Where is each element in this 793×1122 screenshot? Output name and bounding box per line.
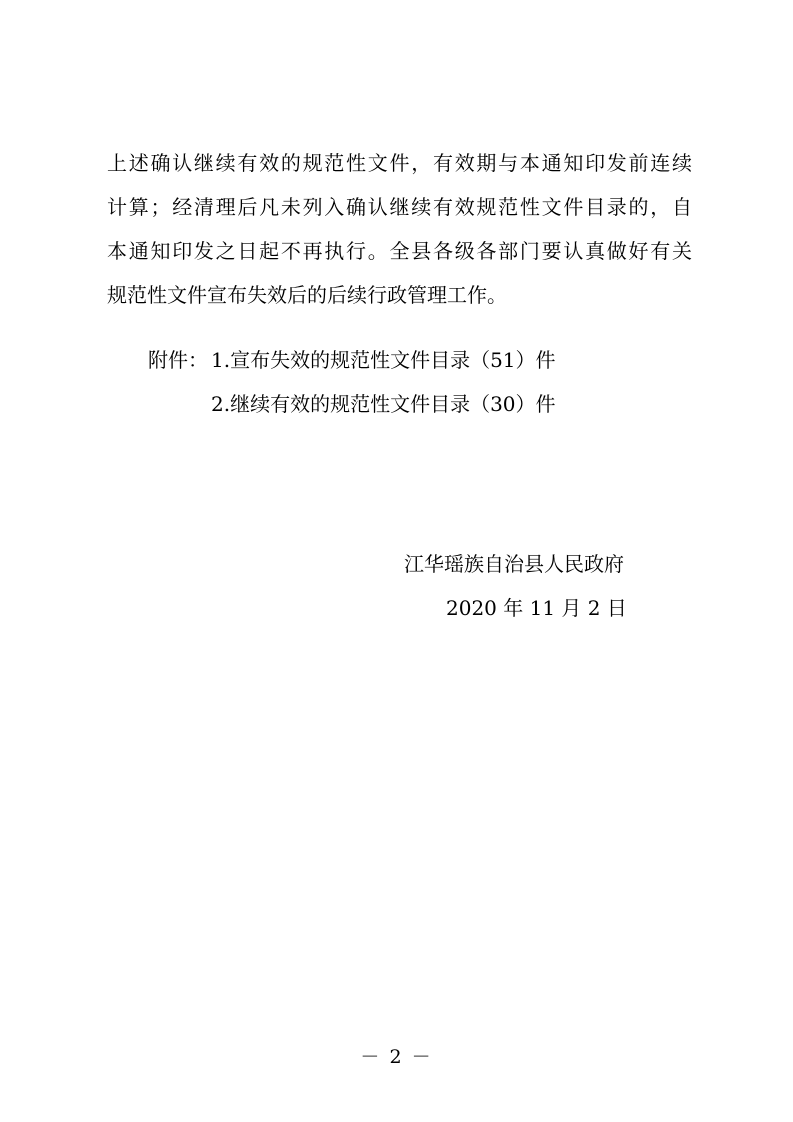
body-paragraph [107,141,692,317]
attachments-label: 附件： [148,348,208,372]
attachment-item: 1.宣布失效的规范性文件目录（51）件 [211,348,556,372]
body-line: 计算；经清理后凡未列入确认继续有效规范性文件目录的，自 [107,195,692,219]
issuing-organization: 江华瑶族自治县人民政府 [404,552,624,576]
attachment-row [148,338,556,382]
attachment-indent [148,382,211,426]
attachments-section [148,338,556,426]
attachment-item: 2.继续有效的规范性文件目录（30）件 [211,392,556,416]
page-number: － 2 － [360,1046,433,1068]
body-line: 上述确认继续有效的规范性文件，有效期与本通知印发前连续 [107,151,692,175]
signature-block [404,542,627,630]
body-line: 规范性文件宣布失效后的后续行政管理工作。 [107,283,507,307]
attachment-row [148,382,556,426]
issue-date: 2020 年 11 月 2 日 [446,596,627,620]
body-line: 本通知印发之日起不再执行。全县各级各部门要认真做好有关 [107,239,692,263]
